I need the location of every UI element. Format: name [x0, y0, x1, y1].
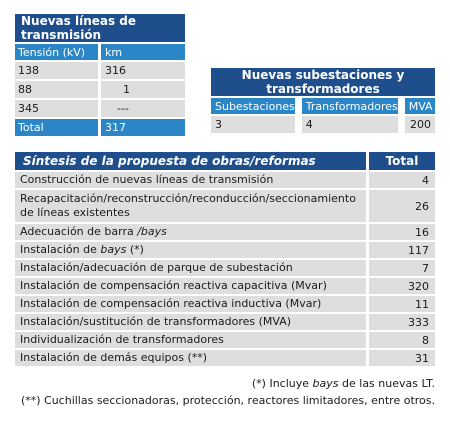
summary-row: [15, 224, 435, 240]
summary-row-label: Recapacitación/reconstrucción/reconducción/seccionamiento de líneas existentes: [15, 190, 366, 222]
transformers-value: 4: [302, 116, 398, 133]
lines-row-3-km: ---: [101, 100, 185, 117]
summary-row: [15, 350, 435, 366]
summary-row: [15, 278, 435, 294]
lines-total-label: Total: [15, 119, 98, 136]
footnote-other-equipment: (**) Cuchillas seccionadoras, protección, reactores limitadores, entre otros.: [20, 394, 435, 407]
summary-row-value: 11: [369, 296, 435, 312]
summary-row-label: Instalación de demás equipos (**): [15, 350, 366, 366]
substations-header-mva: MVA: [405, 98, 435, 114]
summary-row-label: Instalación de compensación reactiva inductiva (Mvar): [15, 296, 366, 312]
lines-row-1-kv: 138: [15, 62, 98, 79]
substations-header-substations: Subestaciones: [211, 98, 295, 114]
summary-row: [15, 190, 435, 222]
substations-header-transformers: Transformadores: [302, 98, 398, 114]
summary-row-label: Instalación de bays (*): [15, 242, 366, 258]
summary-row-value: 16: [369, 224, 435, 240]
lines-row-2-km: 1: [101, 81, 185, 98]
summary-row-label: Instalación/adecuación de parque de subestación: [15, 260, 366, 276]
substations-table-title: Nuevas subestaciones y transformadores: [211, 68, 435, 96]
lines-header-km: km: [101, 44, 185, 60]
lines-row-2-kv: 88: [15, 81, 98, 98]
summary-row: [15, 332, 435, 348]
lines-row-3-kv: 345: [15, 100, 98, 117]
summary-row-value: 117: [369, 242, 435, 258]
summary-row: [15, 172, 435, 188]
summary-row-label: Construcción de nuevas líneas de transmisión: [15, 172, 366, 188]
summary-row-value: 26: [369, 190, 435, 222]
summary-row-value: 4: [369, 172, 435, 188]
lines-total-value: 317: [101, 119, 185, 136]
summary-row: [15, 296, 435, 312]
summary-total-header: Total: [369, 152, 435, 170]
lines-table-title: Nuevas líneas de transmisión: [15, 14, 185, 42]
summary-row-value: 320: [369, 278, 435, 294]
summary-table-title: Síntesis de la propuesta de obras/reformas: [15, 152, 366, 170]
summary-row-value: 7: [369, 260, 435, 276]
summary-row-label: Instalación de compensación reactiva capacitiva (Mvar): [15, 278, 366, 294]
substations-table: [211, 68, 435, 133]
lines-row-1-km: 316: [101, 62, 185, 79]
summary-row-label: Instalación/sustitución de transformadores (MVA): [15, 314, 366, 330]
substations-value: 3: [211, 116, 295, 133]
summary-row: [15, 314, 435, 330]
summary-row: [15, 260, 435, 276]
summary-table: [15, 152, 435, 366]
summary-row-value: 31: [369, 350, 435, 366]
lines-header-voltage: Tensión (kV): [15, 44, 98, 60]
summary-row-label: Adecuación de barra /bays: [15, 224, 366, 240]
summary-row-value: 333: [369, 314, 435, 330]
summary-row: [15, 242, 435, 258]
summary-table-body: [15, 170, 435, 366]
summary-row-label: Individualización de transformadores: [15, 332, 366, 348]
lines-table: [15, 14, 185, 136]
footnote-bays: (*) Incluye bays de las nuevas LT.: [251, 377, 435, 390]
summary-row-value: 8: [369, 332, 435, 348]
mva-value: 200: [405, 116, 435, 133]
